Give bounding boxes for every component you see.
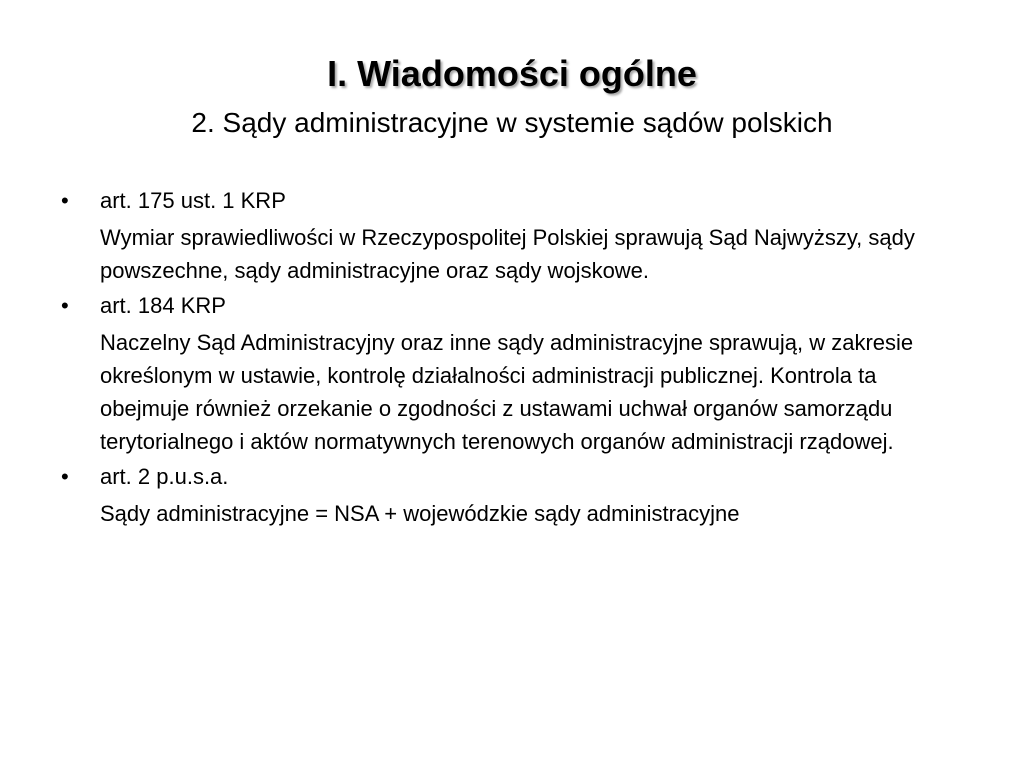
article-text: Naczelny Sąd Administracyjny oraz inne sądy administracyjne sprawują, w zakresie określonym w ustawie, kontrolę działalności administracji publicznej. Kontrola ta obejmuje również orzekanie o zgodności z ustawami uchwał organów samorządu terytorialnego i aktów normatywnych terenowych organów administracji rządowej.	[100, 330, 914, 454]
article-text: Sądy administracyjne = NSA + wojewódzkie sądy administracyjne	[100, 501, 740, 526]
bullet-icon: •	[61, 293, 69, 318]
bullet-icon: •	[61, 188, 69, 213]
slide-content	[56, 184, 956, 532]
bullet-item	[56, 460, 956, 493]
bullet-item	[56, 184, 956, 217]
article-text: Wymiar sprawiedliwości w Rzeczypospolitej Polskiej sprawują Sąd Najwyższy, sądy powszechne, sądy administracyjne oraz sądy wojskowe.	[100, 225, 915, 283]
article-label: art. 184 KRP	[100, 293, 226, 318]
article-label: art. 175 ust. 1 KRP	[100, 188, 286, 213]
slide-title: I. Wiadomości ogólne	[327, 53, 697, 94]
slide-subtitle: 2. Sądy administracyjne w systemie sądów polskich	[191, 107, 833, 138]
bullet-item	[56, 289, 956, 322]
article-label: art. 2 p.u.s.a.	[100, 464, 229, 489]
bullet-icon: •	[61, 464, 69, 489]
